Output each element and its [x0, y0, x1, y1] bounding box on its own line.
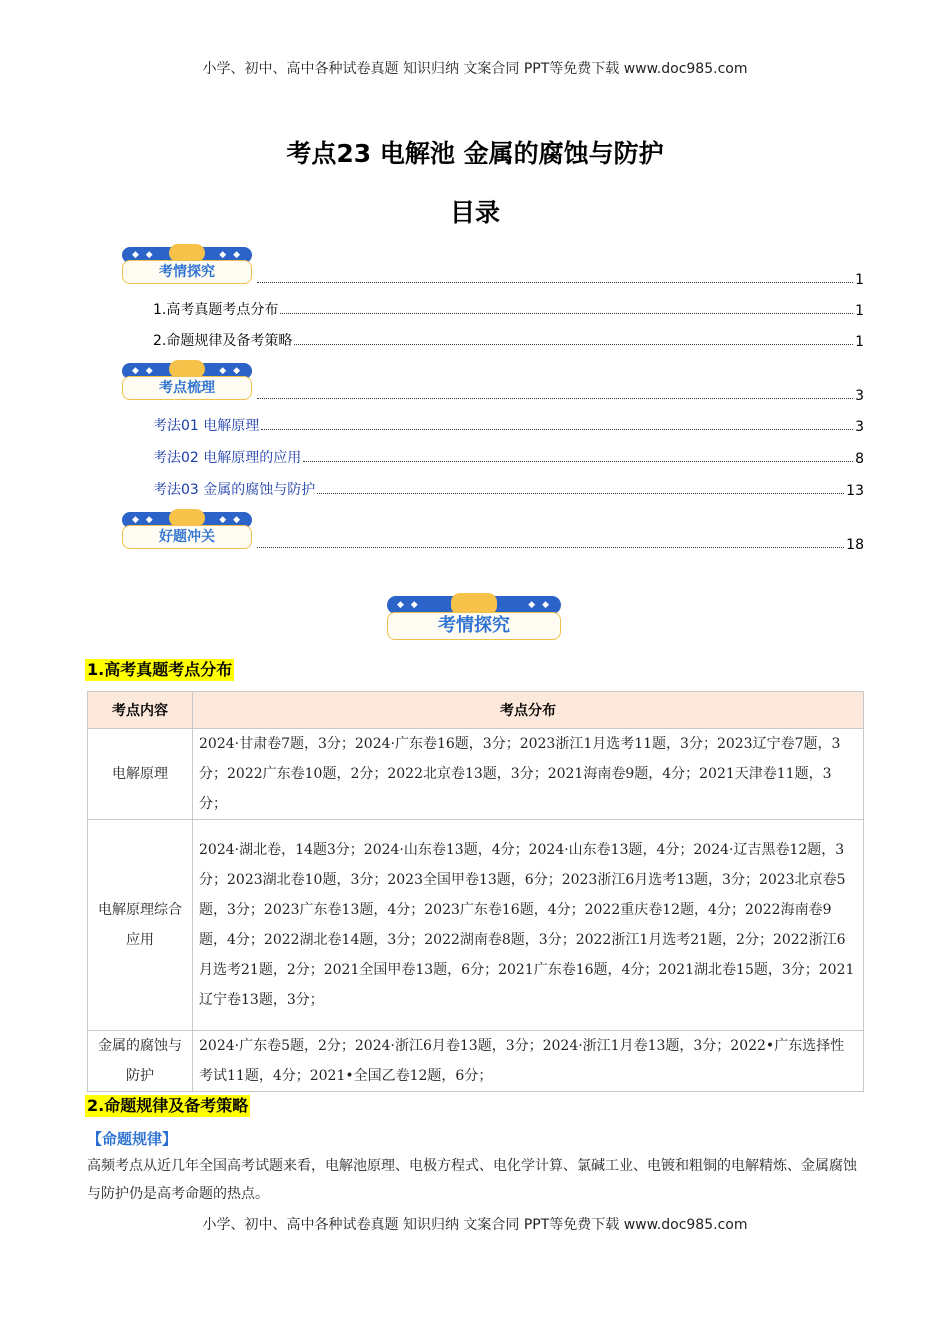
toc-entry-2[interactable]: 2.命题规律及备考策略 1 — [153, 333, 864, 350]
table-row: 金属的腐蚀与防护 2024·广东卷5题，2分；2024·浙江6月卷13题，3分；2024·浙江1月卷13题，3分；2022•广东选择性考试11题，4分；2021•全国乙卷12题，6分； — [88, 1031, 864, 1092]
toc-entry-haoti[interactable]: 18 — [255, 533, 864, 553]
badge-deco-right: ◆ ◆ — [219, 250, 242, 260]
badge-kaoqing-toc — [122, 247, 252, 283]
toc-entry-3[interactable]: 考法01 电解原理 3 — [153, 418, 864, 435]
toc-entry-kaodian[interactable]: 3 — [255, 384, 864, 404]
badge-kaodian-toc: ◆ ◆ ◆ ◆ 考点梳理 — [122, 363, 252, 399]
table-row: 电解原理 2024·甘肃卷7题，3分；2024·广东卷16题，3分；2023浙江1月选考11题，3分；2023辽宁卷7题，3分；2022广东卷10题，2分；2022北京卷13题，3分；2021海南卷9题，4分；2021天津卷11题，3分； — [88, 729, 864, 820]
section-heading-strategy: 2.命题规律及备考策略 — [87, 1096, 249, 1115]
table-header-topic: 考点内容 — [88, 692, 193, 729]
badge-label: 考点梳理 — [122, 376, 252, 400]
rule-tag: 【命题规律】 — [87, 1130, 178, 1148]
page-title: 考点23 电解池 金属的腐蚀与防护 — [286, 139, 664, 168]
toc-title: 目录 — [449, 198, 500, 227]
badge-label: 好题冲关 — [122, 525, 252, 549]
toc-entry-1[interactable]: 1.高考真题考点分布 1 — [153, 302, 864, 319]
table-row: 电解原理综合应用 2024·湖北卷，14题3分；2024·山东卷13题，4分；2024·山东卷13题，4分；2024·辽吉黑卷12题，3分；2023湖北卷10题，3分；2023全国甲卷13题，6分；2023浙江6月选考13题，3分；2023北京卷5题，3分；2023广东卷13题，4分；2023广东卷16题，4分；2022重庆卷12题，4分；2022海南卷9题，4分；2022湖北卷14题，3分；2022湖南卷8题，3分；2022浙江1月选考21题，2分；2022浙江6月选考21题，2分；2021全国甲卷13题，6分；2021广东卷16题，4分；2021湖北卷15题，3分；2021辽宁卷13题，3分； — [88, 820, 864, 1031]
badge-deco-left: ◆ ◆ — [132, 250, 155, 260]
rule-paragraph: 高频考点从近几年全国高考试题来看，电解池原理、电极方程式、电化学计算、氯碱工业、电镀和粗铜的电解精炼、金属腐蚀与防护仍是高考命题的热点。 — [87, 1158, 857, 1202]
toc-entry-5[interactable]: 考法03 金属的腐蚀与防护 13 — [153, 482, 864, 499]
table-header-distribution: 考点分布 — [193, 692, 864, 729]
badge-haoti-toc: ◆ ◆ ◆ ◆ 好题冲关 — [122, 512, 252, 548]
exam-distribution-table — [87, 691, 864, 1092]
section-heading-distribution: 1.高考真题考点分布 — [87, 660, 233, 679]
badge-kaoqing-section: ◆ ◆ ◆ ◆ 考情探究 — [387, 596, 561, 640]
page-footer: 小学、初中、高中各种试卷真题 知识归纳 文案合同 PPT等免费下载 www.doc985.com — [202, 1217, 748, 1233]
page-header: 小学、初中、高中各种试卷真题 知识归纳 文案合同 PPT等免费下载 www.doc985.com — [202, 61, 748, 77]
badge-label: 考情探究 — [387, 612, 561, 640]
toc-entry-kaoqing[interactable]: 1 — [255, 268, 864, 288]
toc-entry-4[interactable]: 考法02 电解原理的应用 8 — [153, 450, 864, 467]
badge-label: 考情探究 — [122, 260, 252, 284]
